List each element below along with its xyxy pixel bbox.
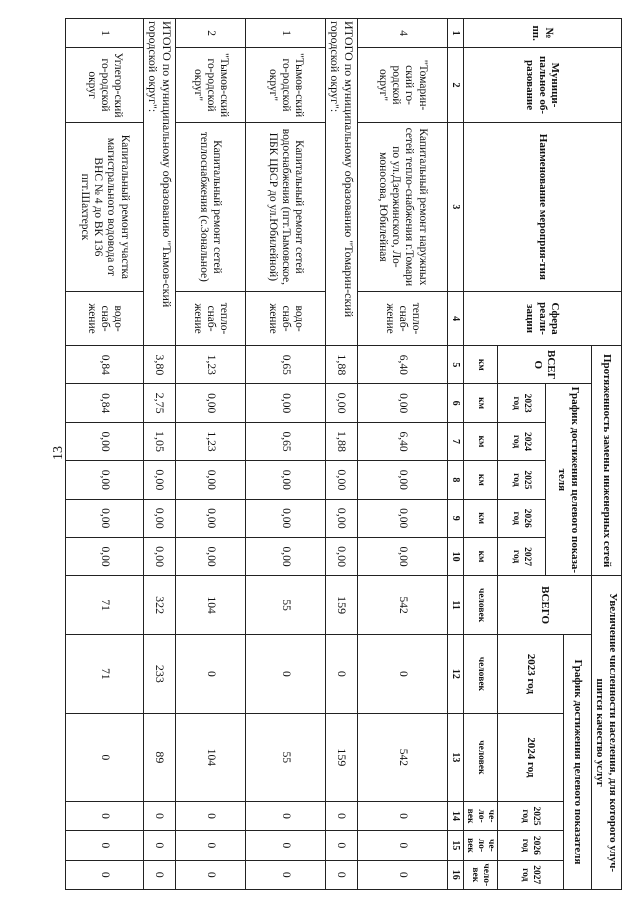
header-length-group: Протяженность замены инженерных сетей [592, 346, 622, 576]
value-cell: 233 [143, 634, 175, 713]
value-cell: 0 [357, 831, 447, 860]
value-cell: 0,00 [357, 499, 447, 537]
header-pop-2027: 2027 год [498, 860, 564, 889]
column-number: 7 [447, 422, 463, 460]
value-cell: 0 [357, 634, 447, 713]
column-number: 5 [447, 346, 463, 384]
header-len-2024: 2024 год [498, 422, 546, 460]
total-row [325, 19, 357, 890]
municipality-cell: Углегор-ский го-родской округ [65, 48, 143, 122]
value-cell: 0,84 [65, 384, 143, 422]
value-cell: 0 [357, 801, 447, 830]
value-cell: 0,00 [65, 461, 143, 499]
value-cell: 0,65 [245, 422, 325, 460]
value-cell: 0 [245, 801, 325, 830]
event-cell: Капитальный ремонт сетей водоснабжения (пгт.Тымовское, ПБК ЦБСР до ул.Юбилейной) [245, 122, 325, 291]
value-cell: 0 [175, 831, 245, 860]
value-cell: 0,00 [325, 499, 357, 537]
table-body [65, 19, 447, 890]
column-number: 11 [447, 576, 463, 635]
value-cell: 159 [325, 576, 357, 635]
column-number: 8 [447, 461, 463, 499]
value-cell: 0,00 [325, 461, 357, 499]
value-cell: 3,80 [143, 346, 175, 384]
row-number-cell: 2 [175, 19, 245, 48]
header-pop-2023: 2023 год [498, 634, 564, 713]
engineering-networks-table [65, 18, 622, 890]
event-cell: Капитальный ремонт сетей теплоснабжения (с.Зональное) [175, 122, 245, 291]
column-number: 9 [447, 499, 463, 537]
total-label-cell: ИТОГО по муниципальному образованию "Тымов-ский городской округ": [143, 19, 175, 346]
column-number: 12 [447, 634, 463, 713]
row-number-cell: 1 [65, 19, 143, 48]
value-cell: 1,88 [325, 346, 357, 384]
value-cell: 159 [325, 713, 357, 801]
value-cell: 0,00 [143, 499, 175, 537]
value-cell: 0,65 [245, 346, 325, 384]
value-cell: 1,23 [175, 346, 245, 384]
value-cell: 0,00 [65, 422, 143, 460]
value-cell: 2,75 [143, 384, 175, 422]
sphere-cell: тепло-снаб-жение [175, 292, 245, 346]
total-row [143, 19, 175, 890]
value-cell: 0 [143, 831, 175, 860]
value-cell: 0,00 [175, 537, 245, 575]
value-cell: 0,00 [357, 537, 447, 575]
value-cell: 0 [325, 860, 357, 889]
value-cell: 0,00 [175, 499, 245, 537]
header-num: № пп. [463, 19, 621, 48]
header-len-2026: 2026 год [498, 499, 546, 537]
value-cell: 6,40 [357, 346, 447, 384]
value-cell: 0 [65, 831, 143, 860]
value-cell: 0 [245, 860, 325, 889]
value-cell: 0 [175, 801, 245, 830]
column-number: 13 [447, 713, 463, 801]
municipality-cell: "Тымов-ский го-родской округ" [245, 48, 325, 122]
value-cell: 0,00 [245, 537, 325, 575]
column-number: 16 [447, 860, 463, 889]
column-number: 14 [447, 801, 463, 830]
value-cell: 55 [245, 576, 325, 635]
value-cell: 0,84 [65, 346, 143, 384]
table-row [175, 19, 245, 890]
unit-cell: чело-век [463, 860, 497, 889]
header-length-schedule: График достижения целевого показа-теля [546, 384, 592, 576]
value-cell: 0 [65, 860, 143, 889]
value-cell: 542 [357, 576, 447, 635]
value-cell: 0 [325, 831, 357, 860]
header-event: Наименование мероприя-тия [463, 122, 621, 291]
value-cell: 0 [325, 801, 357, 830]
sphere-cell: водо-снаб-жение [65, 292, 143, 346]
unit-cell: км [463, 461, 497, 499]
value-cell: 0,00 [65, 499, 143, 537]
value-cell: 0 [65, 801, 143, 830]
sphere-cell: водо-снаб-жение [245, 292, 325, 346]
unit-cell: км [463, 384, 497, 422]
total-label-cell: ИТОГО по муниципальному образованию "Томарин-ский городской округ": [325, 19, 357, 346]
value-cell: 71 [65, 634, 143, 713]
value-cell: 6,40 [357, 422, 447, 460]
table-row [65, 19, 143, 890]
header-pop-2025: 2025 год [498, 801, 564, 830]
unit-cell: км [463, 499, 497, 537]
value-cell: 0,00 [175, 384, 245, 422]
header-population-group: Увеличение численности населения, для которого улуч-шится качество услуг [592, 576, 622, 890]
value-cell: 1,23 [175, 422, 245, 460]
header-pop-2024: 2024 год [498, 713, 564, 801]
sphere-cell: тепло-снаб-жение [357, 292, 447, 346]
column-number: 6 [447, 384, 463, 422]
header-length-total: ВСЕГ О [498, 346, 592, 384]
value-cell: 0,00 [357, 384, 447, 422]
value-cell: 0 [175, 634, 245, 713]
header-pop-total: ВСЕГО [498, 576, 592, 635]
value-cell: 0,00 [357, 461, 447, 499]
unit-cell: че-ло-век [463, 801, 497, 830]
value-cell: 0,00 [175, 461, 245, 499]
header-sphere: Сфера реали-зации [463, 292, 621, 346]
value-cell: 104 [175, 576, 245, 635]
header-len-2023: 2023 год [498, 384, 546, 422]
table-row [357, 19, 447, 890]
value-cell: 0,00 [245, 461, 325, 499]
rotated-table-wrapper [70, 18, 622, 890]
value-cell: 71 [65, 576, 143, 635]
value-cell: 0 [175, 860, 245, 889]
value-cell: 55 [245, 713, 325, 801]
page-number: 13 [51, 446, 66, 460]
table-row [245, 19, 325, 890]
value-cell: 0 [245, 634, 325, 713]
value-cell: 0,00 [245, 499, 325, 537]
column-number: 4 [447, 292, 463, 346]
value-cell: 542 [357, 713, 447, 801]
value-cell: 0 [143, 801, 175, 830]
header-len-2025: 2025 год [498, 461, 546, 499]
value-cell: 0,00 [143, 461, 175, 499]
value-cell: 1,88 [325, 422, 357, 460]
value-cell: 0,00 [143, 537, 175, 575]
municipality-cell: "Томарин-ский го-родской округ" [357, 48, 447, 122]
column-number: 10 [447, 537, 463, 575]
value-cell: 0 [245, 831, 325, 860]
unit-cell: человек [463, 576, 497, 635]
event-cell: Капитальный ремонт наружных сетей тепло-снабжения г.Томари по ул.Дзержинского, Ло-моносова, Юбилейная [357, 122, 447, 291]
column-number: 15 [447, 831, 463, 860]
value-cell: 0 [143, 860, 175, 889]
value-cell: 1,05 [143, 422, 175, 460]
column-number: 2 [447, 48, 463, 122]
value-cell: 322 [143, 576, 175, 635]
municipality-cell: "Тымов-ский го-родской округ" [175, 48, 245, 122]
unit-cell: человек [463, 713, 497, 801]
value-cell: 89 [143, 713, 175, 801]
unit-cell: км [463, 537, 497, 575]
header-municipality: Муници-пальное об-разование [463, 48, 621, 122]
header-pop-2026: 2026 год [498, 831, 564, 860]
unit-cell: км [463, 346, 497, 384]
value-cell: 104 [175, 713, 245, 801]
header-pop-schedule: График достижения целевого показателя [564, 634, 592, 889]
value-cell: 0 [325, 634, 357, 713]
value-cell: 0,00 [65, 537, 143, 575]
event-cell: Капитальный ремонт участка магистрального водовода от ВНС № 4 до ВК 136 пгт.Шахтерск [65, 122, 143, 291]
document-sheet [70, 18, 622, 890]
column-number: 3 [447, 122, 463, 291]
unit-cell: км [463, 422, 497, 460]
unit-cell: человек [463, 634, 497, 713]
row-number-cell: 1 [245, 19, 325, 48]
column-number: 1 [447, 19, 463, 48]
value-cell: 0,00 [325, 537, 357, 575]
value-cell: 0,00 [245, 384, 325, 422]
value-cell: 0 [65, 713, 143, 801]
value-cell: 0,00 [325, 384, 357, 422]
header-len-2027: 2027 год [498, 537, 546, 575]
unit-cell: че-ло-век [463, 831, 497, 860]
row-number-cell: 4 [357, 19, 447, 48]
value-cell: 0 [357, 860, 447, 889]
